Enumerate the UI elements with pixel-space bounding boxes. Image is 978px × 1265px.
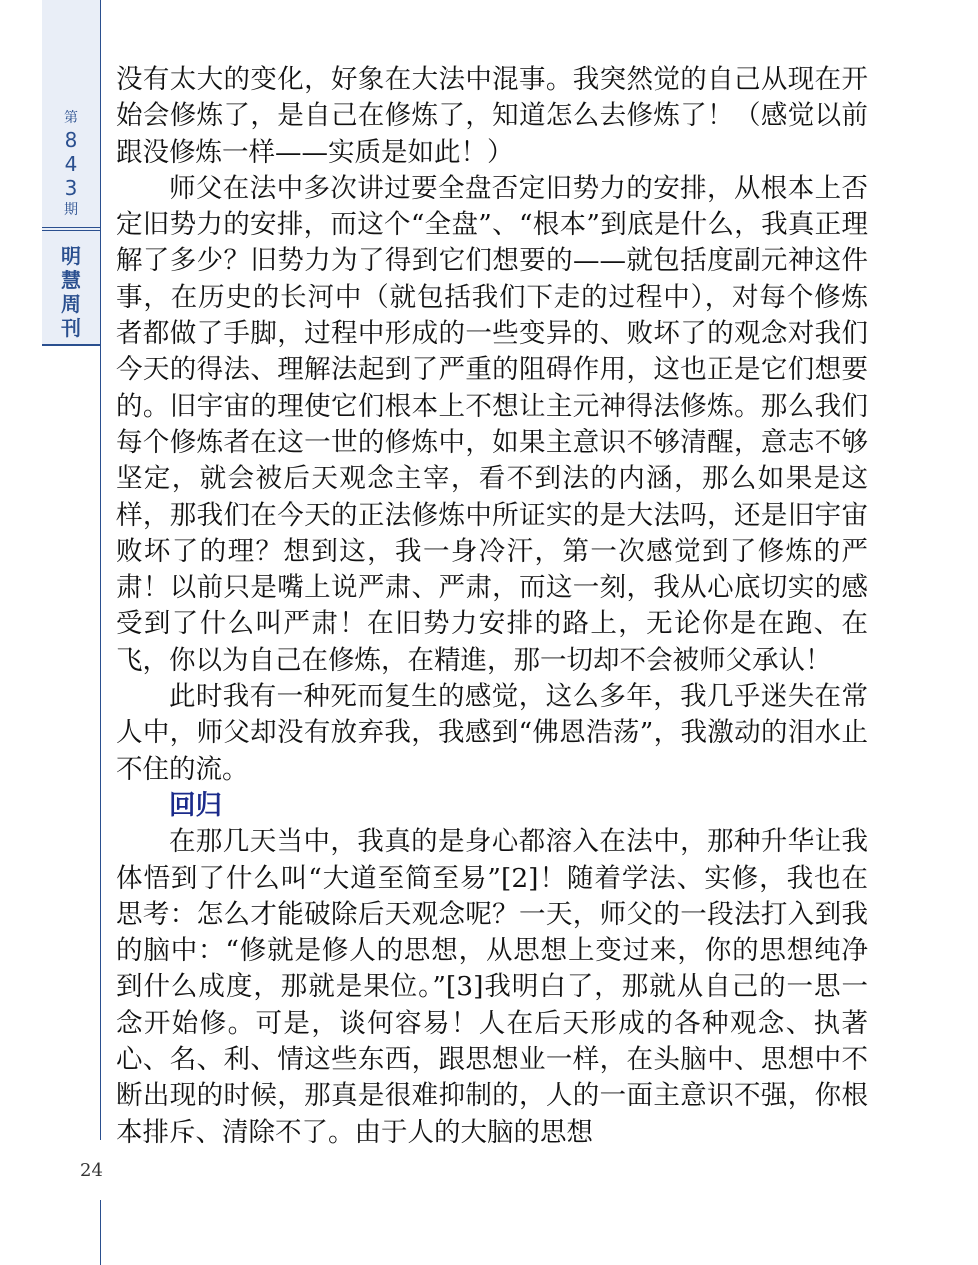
paragraph: 没有太大的变化，好象在大法中混事。我突然觉的自己从现在开始会修炼了，是自己在修炼了，知道怎么去修炼了！（感觉以前跟没修炼一样——实质是如此！） [116, 64, 868, 168]
publication-char: 慧 [61, 268, 81, 292]
publication-char: 刊 [61, 316, 81, 340]
issue-label [42, 108, 100, 220]
issue-suffix: 期 [64, 202, 78, 218]
issue-prefix: 第 [64, 110, 78, 126]
paragraph: 此时我有一种死而复生的感觉，这么多年，我几乎迷失在常人中，师父却没有放弃我，我感到“佛恩浩荡”，我激动的泪水止不住的流。 [116, 681, 868, 785]
publication-char: 明 [61, 244, 81, 268]
sidebar [0, 0, 103, 1265]
section-heading: 回归 [169, 789, 222, 821]
issue-digit: 4 [64, 152, 78, 176]
sidebar-divider-bottom [42, 344, 100, 346]
sidebar-divider [42, 227, 100, 231]
publication-name [42, 244, 100, 340]
article-body [116, 62, 868, 1151]
paragraph: 在那几天当中，我真的是身心都溶入在法中，那种升华让我体悟到了什么叫“大道至简至易”[2]！随着学法、实修，我也在思考：怎么才能破除后天观念呢？一天，师父的一段法打入到我的脑中：“修就是修人的思想，从思想上变过来，你的思想纯净到什么成度，那就是果位。”[3]我明白了，那就从自己的一思一念开始修。可是，谈何容易！人在后天形成的各种观念、执著心、名、利、情这些东西，跟思想业一样，在头脑中、思想中不断出现的时候，那真是很难抑制的，人的一面主意识不强，你根本排斥、清除不了。由于人的大脑的思想 [116, 826, 868, 1148]
paragraph: 师父在法中多次讲过要全盘否定旧势力的安排，从根本上否定旧势力的安排，而这个“全盘”、“根本”到底是什么，我真正理解了多少？旧势力为了得到它们想要的——就包括度副元神这件事，在历史的长河中（就包括我们下走的过程中），对每个修炼者都做了手脚，过程中形成的一些变异的、败坏了的观念对我们今天的得法、理解法起到了严重的阻碍作用，这也正是它们想要的。旧宇宙的理使它们根本上不想让主元神得法修炼。那么我们每个修炼者在这一世的修炼中，如果主意识不够清醒，意志不够坚定，就会被后天观念主宰，看不到法的内涵，那么如果是这样，那我们在今天的正法修炼中所证实的是大法吗，还是旧宇宙败坏了的理？想到这，我一身冷汗，第一次感觉到了修炼的严肃！以前只是嘴上说严肃、严肃，而这一刻，我从心底切实的感受到了什么叫严肃！在旧势力安排的路上，无论你是在跑、在飞，你以为自己在修炼，在精進，那一切却不会被师父承认！ [116, 172, 868, 676]
sidebar-rule [100, 0, 101, 1140]
page-number: 24 [80, 1160, 103, 1181]
issue-digit: 8 [64, 128, 78, 152]
issue-digit: 3 [64, 176, 78, 200]
sidebar-rule-bottom [100, 1200, 101, 1265]
publication-char: 周 [61, 292, 81, 316]
